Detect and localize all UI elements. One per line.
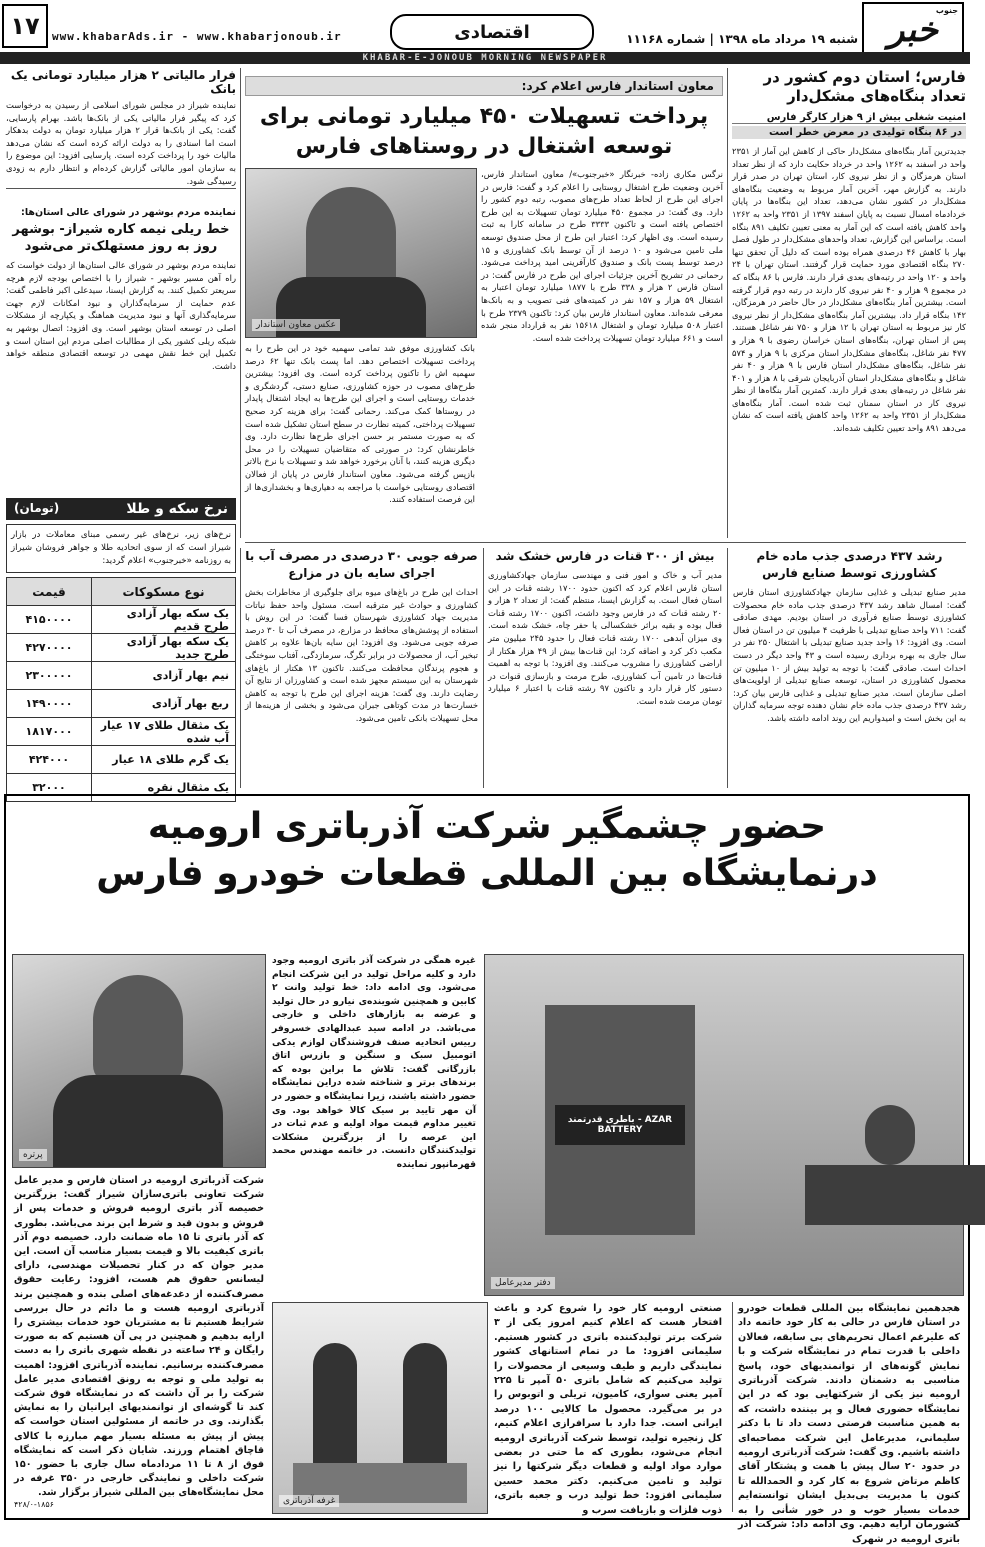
advertorial [4,794,970,1545]
man-left [313,1343,357,1473]
right-article-sub2: در ۸۶ بنگاه تولیدی در معرض خطر است [732,126,966,139]
logo-sub: جنوب [935,6,958,15]
price-header [6,498,236,520]
price-note: نرخ‌های زیر، نرخ‌های غیر رسمی مبنای معاملات در بازار شیراز است که از سوی اتحادیه طلا و جواهر فروشان شیراز به روزنامه «خبرجنوب» اعلام گردید: [6,524,236,573]
rail-body: نماینده مردم بوشهر در شورای عالی استان‌ها از دولت خواست که راه آهن مسیر بوشهر - شیراز را با اختصاص بودجه لازم هرچه سریعتر تکمیل کنند. به گزارش ایسنا، سیدعلی اکبر فاطمی گفت: عدم حمایت از سرمایه‌گذاران و نبود امکانات لازم جهت سرمایه‌گذاری آنها و نبود مدیریت هماهنگ و یکپارچه از مشکلات اصلی در توسعه استان بوشهر است. وی افزود: اتصال بوشهر به شبکه ریلی کشور یکی از مطالبات اصلی مردم این استان است و تکمیل این خط نقش مهمی در توسعه اقتصادی منطقه خواهد داشت. [6,260,236,371]
portrait-photo [12,954,266,1168]
divider [6,188,236,189]
ad-col3-bottom: شرکت آذرباتری ارومیه در استان فارس و مدیر عامل شرکت تعاونی باتری‌سازان شیراز گفت: بزرگترین خصیصه آذر باتری ارومیه فروش و خدمات پس از فروش و بدون قید و شرط این برند می‌باشد. بطوری که آذر باتری تا ۱۵ ماه ضمانت دارد. خصیصه دوم آذر باتری کیفیت بالا و قیمت بسیار مناسب آن است. این مدیر جوان که در کنار تحصیلات مهندسی، دارای لیسانس حقوق هم هست، افزود: رعایت حقوق مصرف‌کننده از دغدغه‌های اصلی بنده و همچنین برند آذرباتری ارومیه هست و ما دائم در حال بررسی شرایط هستیم تا به مشتریان خود خدمات بیشتری را ارایه بدهیم و همچنین در پی آن هستیم که به صورت رایگان و ۲۴ ساعته در نقطه شهری باتری را به دست مصرف‌کننده برسانیم. نماینده آذرباتری افزود: اهمیت به تولید ملی و توجه به رونق اقتصادی مدیر عامل شرکت را بر آن داشت که در نمایشگاه فوق شرکت کند تا گوشه‌ای از توانمندیهای ایرانیان را به نمایش بگذارند. وی در خاتمه از مسئولین استان خواست که پیش از پیش به مسئله بسیار مهم مبارزه با کالای قاچاق اهتمام ورزند. شایان ذکر است که نمایشگاه فوق از ۸ تا ۱۱ مردادماه سال جاری با حضور ۱۵۰ شرکت داخلی و نمایندگی خارجی در ۳۵۰ غرفه در محل نمایشگاه‌های بین المللی شیراز برگزار شد. [14,1175,265,1499]
coin-price: ۳۲۰۰۰ [7,774,92,802]
ad-col3-top-visible: غیره همگی در شرکت آذر باتری ارومیه وجود دارد و کلیه مراحل تولید در این شرکت انجام می‌شود. وی ادامه داد: خط تولید وانت ۲ کابین و همچنین شوینده‌ی نیارو در حال تولید و عرضه به بازار‌های داخلی و خارجی می‌باشد. در ادامه سید عبدالهادی خسروفر رییس اتحادیه صنف فروشندگان لوازم یدکی اتومبیل سبک و سنگین و بازرس اتاق بازرگانی گفت: تلاش ما براین بوده که برندهای برتر و شناخته شده دراین نمایشگاه حضور داشته باشند، زیرا نمایشگاه و حضور در آن مهر تایید بر سیک کالا خواهد بود. وی تغییر مداوم قیمت مواد اولیه و عدم ثبات در این عرصه را از بزرگترین مشکلات تولیدکنندگان دانست. در خاتمه مهندس محمد قهرمانپور نماینده [272,955,476,1170]
coin-name: یک سکه بهار آزادی طرح جدید [92,634,236,662]
right-article-title: فارس؛ استان دوم کشور در تعداد بنگاه‌های مشکل‌دار [763,68,966,105]
divider [727,68,728,538]
coin-name: یک مثقال طلای ۱۷ عیار آب شده [92,718,236,746]
portrait-suit [53,1075,223,1167]
divider [732,1302,733,1512]
man-right [403,1343,447,1473]
booth-sign: باطری قدرتمند - AZAR BATTERY [555,1105,685,1145]
battery-display [545,1005,695,1235]
agri-article [733,548,966,788]
coin-name: یک گرم طلای ۱۸ عیار [92,746,236,774]
coin-price: ۱۸۱۷۰۰۰ [7,718,92,746]
tax-article-body: نماینده شیراز در مجلس شورای اسلامی از رسیدن به درخواست کرد که پیگیر فرار مالیاتی یکی از بانک‌ها باشد. بهرام پارسایی، گفت: یکی از بانک‌ها قرار ۲ هزار میلیارد تومان به دولت بدهکار است اما اسنادی را به دولت ارائه کرده است که نشان می‌دهد مالیات خود را پرداخت کرده است. پارسایی افزود: این موضوع را به سازمان امور مالیاتی گزارش کرده‌ام و انتظار دارم به زودی رسیدگی شود. [6,100,236,186]
ad-code: ۴۲۸/۰-۱۸۵۶ [14,1500,54,1509]
right-article-sub1: امنیت شغلی بیش از ۹ هزار کارگر فارس [732,112,966,124]
page-number: ۱۷ [2,4,48,48]
two-men-photo [272,1302,488,1514]
table-row [7,606,236,634]
divider [727,548,728,788]
agri-title: رشد ۴۳۷ درصدی جذب ماده خام کشاورزی توسط صنایع فارس [756,549,943,580]
two-men-caption: غرفه آذرباتری [279,1495,339,1507]
coin-name: یک مثقال نقره [92,774,236,802]
coin-price: ۴۱۵۰۰۰۰ [7,606,92,634]
qanat-body: مدیر آب و خاک و امور فنی و مهندسی سازمان جهادکشاورزی استان فارس اعلام کرد که اکنون حدود ۱۷۰۰ رشته قنات در این استان فعال است. به گزارش ایسنا، منتظم گفت: از تعداد ۲ هزار و ۲۰ رشته قنات که در فارس وجود داشت، اکنون ۱۷۰۰ رشته قنات فعال بوده و بقیه براثر خشکسالی یا حفر چاه، خشک شده است. وی میزان آبدهی ۱۷۰۰ رشته قنات فعال را حدود ۲۴۵ میلیون متر مکعب ذکر کرد و اضافه کرد: این قنات‌ها بیش از ۴۹ هزار هکتار از اراضی کشاورزی را مشروب می‌کنند. وی افزود: با توجه به اهمیت قنات‌ها در تامین آب کشاورزی، طرح مرمت و بازسازی قنوات در دستور کار قرار دارد و تاکنون ۹۷ رشته قنات با اعتبار ۶ میلیارد تومان مرمت شده است. [488,570,723,706]
tax-article-title: فرار مالیاتی ۲ هزار میلیارد تومانی یک بانک [10,68,236,96]
header-banner: KHABAR-E-JONOUB MORNING NEWSPAPER [0,52,970,64]
coin-price: ۴۲۷۰۰۰۰ [7,634,92,662]
table-row [7,662,236,690]
table-row [7,634,236,662]
water-title: صرفه جویی ۳۰ درصدی در مصرف آب با اجرای سایه بان در مزارع [245,549,478,580]
coin-price: ۲۳۰۰۰۰۰ [7,662,92,690]
person-shape [865,1105,915,1165]
ad-col2: صنعتی ارومیه کار خود را شروع کرد و باعث افتخار هست که اعلام کنیم امروز یکی از ۳ شرکت برتر تولیدکننده باتری در کشور هستیم. سلیمانی افزود: ما در تمام استانهای کشور نمایندگی داریم و طیف وسیعی از محصولات را تولید می‌کنیم که شامل باتری ۵۰ آمپر تا ۲۲۵ آمپر یعنی سواری، کامیون، تریلی و اتوبوس را در بر می‌گیرد. محصول ما کالایی ۱۰۰ درصد ایرانی است. جدا دارد با سرافرازی اعلام کنیم، کل زنجیره تولید، توسط شرکت آذرباتری ارومیه انجام می‌شود، بطوری که ما حتی در بعضی موارد مواد اولیه و قطعات دیگر شرکتها را نیز تولید و تامین می‌کنیم. دکتر محمد حسین سلیمانی افزود: خط تولید درب و جعبه باتری، ذوب فلزات و بازیافت سرب و [494,1303,722,1516]
rail-kicker: نماینده مردم بوشهر در شورای عالی استان‌ها: [21,207,236,218]
desk-shape [805,1165,985,1225]
ad-col1: هجدهمین نمایشگاه بین المللی قطعات خودرو در استان فارس در حالی به کار خود خاتمه داد که علیرغم اعمال تحریم‌های بی سابقه، فعالان داخلی با قدرت تمام در نمایشگاه شرکت و با نمایش گونه‌های از توانمندیهای خود، پاسخ مناسبی به دشمنان دادند. شرکت آذرباتری ارومیه نیز یکی از شرکتهایی بود که در این نمایشگاه حضوری فعال و پر بیننده داشت، که به همین مناسبت فرصتی دست داد تا با دکتر سلیمانی، مدیرعامل این شرکت مصاحبه‌ای داشته باشیم. وی گفت: شرکت آذرباتری ارومیه در حدود ۲۰ سال پیش با همت و پشتکار آقای کاظم مرتاض شروع به کار کرد و الحمدالله تا کنون با مدیریت بی‌بدیل ایشان توانسته‌ایم خدمات بسیار خوب و در خور شأنی را به کشورمان ارایه دهیم. وی ادامه داد: شرکت آذر باتری ارومیه در شهرک [738,1303,960,1545]
photo-caption: عکس معاون استاندار [252,319,340,331]
office-caption: دفتر مدیرعامل [491,1277,555,1289]
official-photo [245,168,477,338]
center-col-right: نرگس مکاری زاده- خبرنگار «خبرجنوب»/ معاون استاندار فارس، آخرین وضعیت طرح اشتغال روستایی را اعلام کرد و گفت: فارس در اجرای این طرح از لحاظ تعداد طرح‌های مصوب، رتبه دوم کشور را دارد. وی گفت: در مجموع ۴۵۰ میلیارد تومان تسهیلات به این طرح اختصاص یافته است و تاکنون ۳۳۳۳ طرح در سامانه کارا به ثبت رسیده است. وی اظهار کرد: اعتبار این طرح از محل صندوق توسعه ملی تامین می‌شود و ۱۰ درصد از آن توسط بانک کشاورزی و ۱۵ درصد توسط پست بانک و صندوق کارآفرینی امید پرداخت می‌شود. رحمانی در تشریح آخرین جزئیات اجرای این طرح در فارس گفت: در استان فارس ۲ هزار و ۳۳۸ طرح با ۱۸۷۷ میلیارد تومان اعتبار به اشتغال ۵۹ هزار و ۱۵۷ نفر در کمیته‌های فنی تصویب و به بانک‌ها معرفی شده‌اند. معاون استاندار فارس بیان کرد: تاکنون ۲۳۷۹ طرح با اعتبار ۵۰۸ میلیارد تومان و اشتغال ۱۵۶۱۸ نفر به قرارداد منجر شده است و ۶۶۱ میلیارد تومان تسهیلات پرداخت شده است. [481,169,723,343]
table-row [7,746,236,774]
center-title: پرداخت تسهیلات ۴۵۰ میلیارد تومانی برای توسعه اشتغال در روستاهای فارس [259,104,709,159]
divider [483,548,484,788]
rail-title: خط ریلی نیمه کاره شیراز- بوشهر روز به روز مستهلک‌تر می‌شود [12,222,230,254]
agri-body: مدیر صنایع تبدیلی و غذایی سازمان جهادکشاورزی استان فارس گفت: امسال شاهد رشد ۴۳۷ درصدی جذب ماده خام محصولات کشاورزی توسط صنایع فرآوری در استان بودیم. مهدی صادقی گفت: ۷۱۱ واحد صنایع تبدیلی با ظرفیت ۴ میلیون تن در استان فعال است. وی افزود: ۱۶ واحد جدید صنایع تبدیلی با اشتغال ۲۵۰ نفر در سال جاری به بهره برداری رسیده است و ۴۳ واحد دیگر در دست احداث است. صادقی گفت: با توجه به تولید بیش از ۱۰ میلیون تن محصول کشاورزی در استان، توسعه صنایع تبدیلی از اولویت‌های اصلی سازمان است. مدیر صنایع تبدیلی و غذایی فارس بیان کرد: رشد ۴۳۷ درصدی جذب ماده خام نشان دهنده توجه سرمایه گذاران به این بخش است و امیدواریم این روند ادامه داشته باشد. [733,587,967,723]
table-row [7,718,236,746]
right-article-body: جدیدترین آمار بنگاه‌های مشکل‌دار حاکی از کاهش این آمار از ۲۳۵۱ واحد در اسفند به ۱۲۶۲ واحد در خرداد حکایت دارد که از نظر تعداد استان هرمزگان و از نظر نیروی کار، استان تهران در صدر قرار دارند. به گزارش مهر، آخرین آمار مربوط به وضعیت بنگاه‌های مشکل‌دار در کشور نشان می‌دهد، تعداد این بنگاه‌ها در پایان خردادماه امسال نسبت به پایان اسفند ۱۳۹۷ از ۲۳۵۱ واحد به ۱۲۶۲ واحد کاهش یافته است که این آمار به معنی تعیین تکلیف ۸۹۱ بنگاه است. براساس این گزارش، تعداد واحدهای مشکل‌دار در طول فصل بهار با کاهش ۴۶ درصدی همراه بوده است که دلیل آن تحقق تنها ۲۷۰ بنگاه اقتصادی مورد حمایت قرار گرفتند. استان تهران با ۲۴ واحد و ۱۲۰ واحد در رتبه‌های بعدی قرار دارند. فارس با ۸۶ بنگاه که در مجموع ۹ هزار و ۴۰ نفر نیروی کار دارند در رتبه دوم قرار گرفته است. بیشترین آمار بنگاه‌های مشکل‌دار در حال حاضر در هرمزگان، ۱۴۲ بنگاه قرار داد. بیشترین آمار بنگاه‌های مشکل‌دار از نظر نیروی کار نیز مربوط به استان تهران با ۱۲ هزار و ۷۵۰ نفر شاغل هستند. پس از استان تهران، بنگاه‌های استان خراسان رضوی با ۹ هزار و ۴۷۷ نفر شاغل، بنگاه‌های مشکل‌دار استان مرکزی با ۹ هزار و ۵۷۴ نفر شاغل، بنگاه‌های مشکل‌دار استان فارس با ۹ هزار و ۴۰ نفر شاغل و بنگاه‌های مشکل‌دار استان آذربایجان شرقی با ۸ هزار و ۴۰۱ نفر شاغل در رتبه‌های بعدی قرار دارند. کمترین آمار بنگاه‌ها از نظر نیروی کار در استان سمنان ثبت شده است. آمار بنگاه‌های مشکل‌دار از ۲۳۵۱ واحد به ۱۲۶۲ واحد کاهش یافته است که نشان می‌دهد ۸۹۱ واحد تعیین تکلیف شده‌اند. [732,146,966,434]
price-table-head [7,578,236,606]
portrait-head [93,975,183,1085]
right-article [732,68,966,538]
price-unit: (تومان) [14,501,60,515]
col-price-header: قیمت [7,578,92,606]
coin-name: نیم بهار آزادی [92,662,236,690]
website-urls[interactable]: www.khabarAds.ir - www.khabarjonoub.ir [52,30,342,43]
qanat-article [488,548,722,788]
col-name-header: نوع مسکوکات [92,578,236,606]
table-row [7,690,236,718]
ad-title-1: حضور چشمگیر شرکت آذرباتری ارومیه [147,806,827,847]
portrait-caption: پرتره [19,1149,47,1161]
left-column [6,68,236,794]
water-article [245,548,478,788]
divider [240,548,241,788]
ad-col2-wrap [494,1302,722,1516]
price-title: نرخ سکه و طلا [126,501,228,517]
center-article [245,76,723,538]
divider [245,542,966,543]
coin-price: ۴۲۴۰۰۰ [7,746,92,774]
center-col-left: بانک کشاورزی موفق شد تمامی سهمیه خود در این طرح را به پرداخت تسهیلات اختصاص دهد. اما پست بانک تنها ۶۲ درصد سهمیه اش را تاکنون پرداخت کرده است. وی افزود: بیشترین طرح‌های مصوب در حوزه کشاورزی، صنایع دستی، گردشگری و خدمات روستایی است و اجرای این طرح‌ها به ایجاد اشتغال پایدار در روستاها کمک می‌کند. رحمانی گفت: برای هزینه کرد صحیح تسهیلات پرداختی، کمیته نظارت در سطح استان تشکیل شده است که به صورت مستمر بر حسن اجرای طرح‌ها نظارت دارد. وی خاطرنشان کرد: در صورتی که متقاضیان تسهیلات را در محل دیگری هزینه کنند، با آنان برخورد خواهد شد و تسهیلات با نرخ بالاتر بازپس گرفته می‌شود. معاون استاندار فارس در پایان از فعالان اقتصادی روستایی خواست با مراجعه به دهیاری‌ها و بخشداری‌ها از این فرصت استفاده کنند. [245,343,475,505]
dateline: شنبه ۱۹ مرداد ماه ۱۳۹۸ | شماره ۱۱۱۶۸ [626,32,858,46]
section-label: اقتصادی [390,14,594,50]
coin-name: ربع بهار آزادی [92,690,236,718]
price-box [6,498,236,802]
divider [240,68,241,538]
logo-text: خبر [887,10,939,50]
water-body: احداث این طرح در باغ‌های میوه برای جلوگیری از مخاطرات بخش کشاورزی و حوادث غیر مترقبه است. مسئول واحد حفظ نباتات مدیریت جهاد کشاورزی شهرستان فسا گفت: در این روش با استفاده از پوشش‌های محافظ در مزارع، در مصرف آب تا ۳۰ درصد صرفه جویی می‌شود. وی افزود: این سایه بان‌ها علاوه بر کاهش تبخیر آب، از محصولات در برابر تگرگ، سرمازدگی، آفتاب سوختگی و هجوم پرندگان محافظت می‌کنند. تاکنون ۱۳ هکتار از باغ‌های شهرستان به این سیستم مجهز شده است و کشاورزان از نتایج آن رضایت دارند. وی گفت: هزینه اجرای این طرح با توجه به کاهش خسارت‌ها در مدت کوتاهی جبران می‌شود و بخشی از هزینه‌ها از محل تسهیلات بانکی تامین می‌شود. [245,587,478,723]
office-photo [484,954,964,1296]
price-table [6,577,236,802]
newspaper-logo [862,2,964,58]
qanat-title: بیش از ۳۰۰ قنات در فارس خشک شد [495,549,715,563]
coin-name: یک سکه بهار آزادی طرح قدیم [92,606,236,634]
coin-price: ۱۴۹۰۰۰۰ [7,690,92,718]
ad-title-2: درنمایشگاه بین المللی قطعات خودرو فارس [96,853,878,894]
center-kicker: معاون استاندار فارس اعلام کرد: [245,76,723,96]
